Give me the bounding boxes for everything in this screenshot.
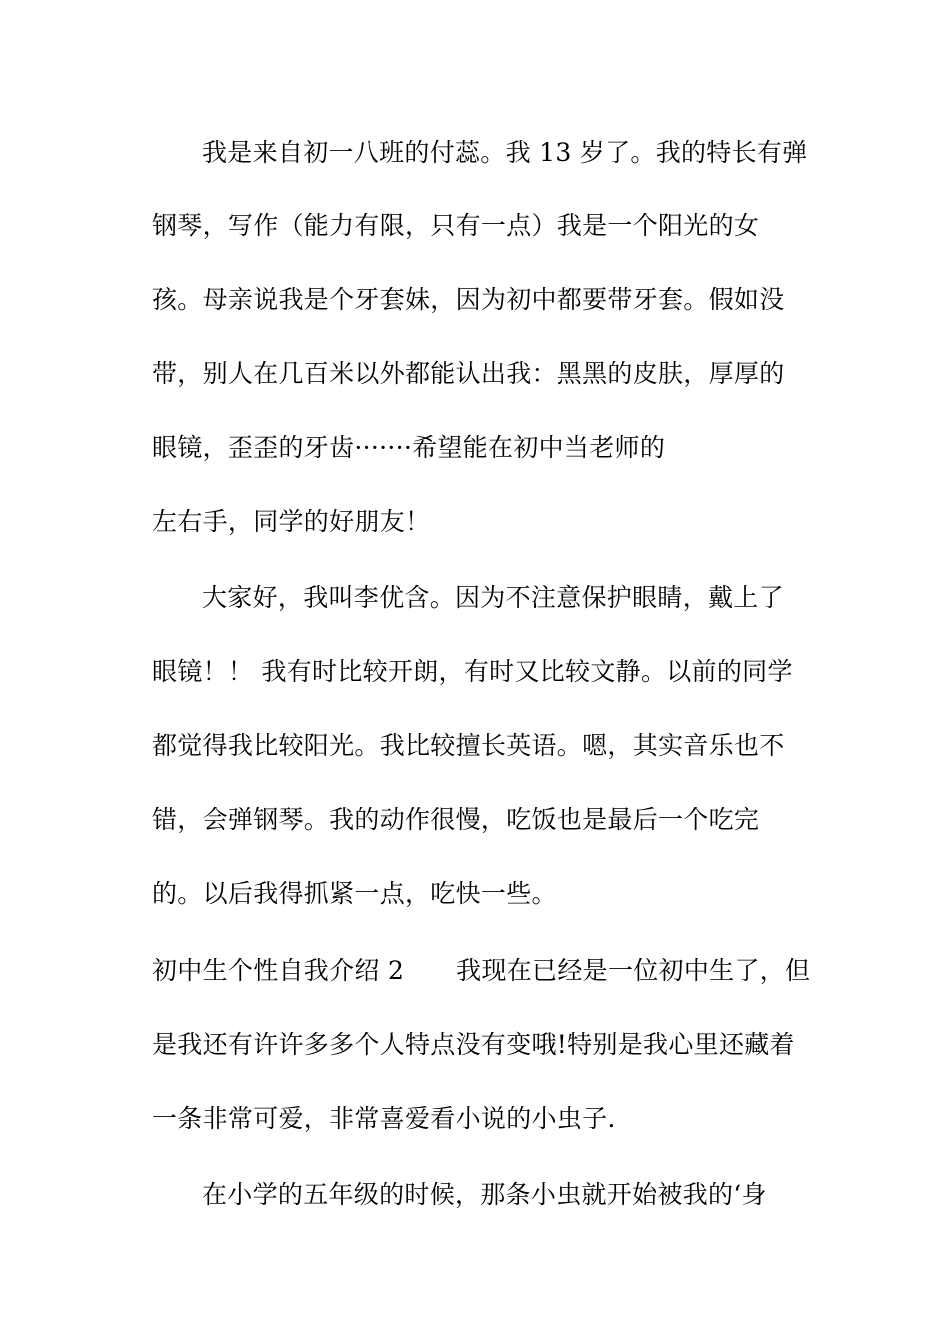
paragraph-3-line-3: 一条非常可爱，非常喜爱看小说的小虫子.: [152, 1104, 616, 1133]
paragraph-2-line-1: 大家好，我叫李优含。因为不注意保护眼睛，戴上了: [202, 583, 784, 612]
paragraph-1-line-5: 眼镜，歪歪的牙齿·······希望能在初中当老师的: [152, 433, 666, 462]
paragraph-4-line-1: 在小学的五年级的时候，那条小虫就开始被我的‘身: [202, 1180, 767, 1209]
paragraph-2-line-4: 错，会弹钢琴。我的动作很慢，吃饭也是最后一个吃完: [152, 805, 760, 834]
paragraph-3-line-2: 是我还有许许多多个人特点没有变哦!特别是我心里还藏着: [152, 1030, 795, 1059]
paragraph-1-line-2: 钢琴，写作（能力有限，只有一点）我是一个阳光的女: [152, 211, 760, 240]
paragraph-1-line-3: 孩。母亲说我是个牙套妹，因为初中都要带牙套。假如没: [152, 285, 785, 314]
section-first-line: 我现在已经是一位初中生了，但: [456, 956, 811, 985]
paragraph-2-line-2: 眼镜！！ 我有时比较开朗，有时又比较文静。以前的同学: [152, 657, 793, 686]
paragraph-1-line-1: 我是来自初一八班的付蕊。我 13 岁了。我的特长有弹: [202, 138, 808, 167]
section-title: 初中生个性自我介绍 2: [152, 956, 405, 985]
paragraph-2-line-5: 的。以后我得抓紧一点，吃快一些。: [152, 879, 557, 908]
paragraph-2-line-3: 都觉得我比较阳光。我比较擅长英语。嗯，其实音乐也不: [152, 731, 785, 760]
paragraph-1-line-6: 左右手，同学的好朋友！: [152, 507, 431, 536]
paragraph-1-line-4: 带，别人在几百米以外都能认出我：黑黑的皮肤，厚厚的: [152, 359, 785, 388]
section-heading-line: [152, 956, 810, 986]
